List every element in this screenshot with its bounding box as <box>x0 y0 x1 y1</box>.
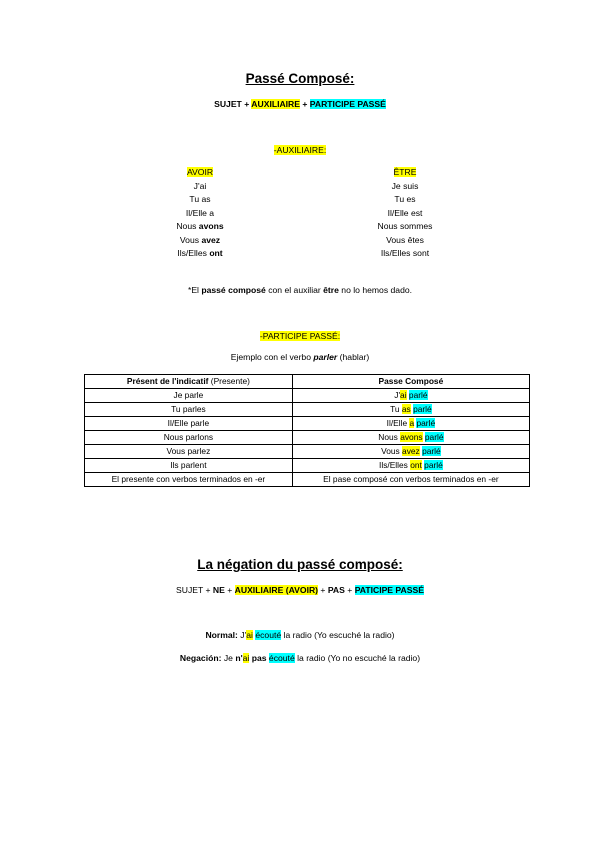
avoir-form-il: Il/Elle a <box>185 207 215 218</box>
header-present-normal: (Presente) <box>208 376 250 386</box>
passe-pronoun: Ils/Elles <box>379 460 411 470</box>
page-title: Passé Composé: <box>245 71 355 86</box>
table-footer-row <box>85 473 530 487</box>
passe-auxiliaire: ont <box>410 460 422 470</box>
auxiliaire-heading: -AUXILIAIRE: <box>273 145 327 155</box>
avoir-column <box>120 166 280 261</box>
example-verb: parler <box>313 352 338 362</box>
passe-cell <box>292 445 529 459</box>
passe-auxiliaire: avez <box>402 446 420 456</box>
neg-formula-pas: PAS <box>327 585 345 595</box>
participe-heading-wrap <box>0 331 600 341</box>
negacion-example <box>0 653 600 663</box>
footer-passe: El pase composé con verbos terminados en -er <box>292 473 529 487</box>
neg-formula-plus: + <box>318 585 328 595</box>
passe-pronoun: Tu <box>390 404 402 414</box>
avoir-vous-verb: avez <box>201 234 221 245</box>
auxiliaire-heading-wrap <box>0 145 600 155</box>
etre-heading: ÊTRE <box>393 167 417 177</box>
negacion-label: Negación: <box>179 653 222 663</box>
example-prefix: Ejemplo con el verbo <box>230 352 314 362</box>
neg-formula-plus: + <box>344 585 355 595</box>
avoir-form-vous <box>120 234 280 248</box>
negacion-je: Je <box>221 653 236 663</box>
avoir-nous-verb: avons <box>198 221 224 231</box>
passe-participe: parlé <box>424 432 444 442</box>
passe-participe: parlé <box>422 446 441 456</box>
present-cell: Vous parlez <box>85 445 293 459</box>
table-row <box>85 417 530 431</box>
table-row <box>85 459 530 473</box>
passe-pronoun: J' <box>394 390 401 400</box>
avoir-heading: AVOIR <box>186 167 214 177</box>
etre-form-ils: Ils/Elles sont <box>380 248 430 258</box>
present-cell: Nous parlons <box>85 431 293 445</box>
present-cell: Ils parlent <box>85 459 293 473</box>
passe-pronoun: Il/Elle <box>386 418 410 428</box>
present-cell: Il/Elle parle <box>85 417 293 431</box>
negation-title: La négation du passé composé: <box>197 557 403 572</box>
conjugation-table <box>84 374 530 487</box>
etre-form-tu: Tu es <box>394 194 416 204</box>
etre-form-je: Je suis <box>391 180 419 191</box>
etre-form-il: Il/Elle est <box>387 207 423 218</box>
passe-pronoun: Vous <box>381 446 403 456</box>
table-header-passe: Passe Composé <box>292 375 529 389</box>
negation-formula <box>0 585 600 595</box>
etre-form-nous: Nous sommes <box>377 221 433 231</box>
passe-cell <box>292 389 529 403</box>
negacion-ne: n' <box>235 653 243 663</box>
avoir-ils-verb: ont <box>209 248 223 258</box>
neg-formula-participe: PATICIPE PASSÉ <box>354 585 424 595</box>
present-cell: Je parle <box>85 389 293 403</box>
normal-pronoun: J' <box>237 630 247 640</box>
header-present-bold: Présent de l'indicatif <box>126 376 209 386</box>
passe-auxiliaire: as <box>401 404 411 414</box>
table-row <box>85 445 530 459</box>
normal-participe: écouté <box>255 630 282 640</box>
normal-example <box>0 630 600 640</box>
table-row <box>85 431 530 445</box>
neg-formula-ne: NE <box>212 585 225 595</box>
normal-rest: la radio (Yo escuché la radio) <box>281 630 395 640</box>
passe-cell <box>292 431 529 445</box>
passe-cell <box>292 417 529 431</box>
normal-auxiliaire: ai <box>246 630 253 640</box>
note-middle: con el auxiliar <box>265 285 324 295</box>
note-term: passé composé <box>201 285 266 295</box>
participe-heading: -PARTICIPE PASSÉ: <box>259 331 341 341</box>
negacion-rest: la radio (Yo no escuché la radio) <box>294 653 421 663</box>
negacion-auxiliaire: ai <box>242 653 250 663</box>
passe-cell <box>292 459 529 473</box>
negacion-pas: pas <box>249 653 269 663</box>
example-line <box>0 352 600 362</box>
table-header-row <box>85 375 530 389</box>
formula-line <box>0 99 600 109</box>
present-cell: Tu parles <box>85 403 293 417</box>
passe-auxiliaire: avons <box>400 432 423 442</box>
note-etre: être <box>323 285 339 295</box>
avoir-vous-pronoun: Vous <box>179 234 202 245</box>
table-row <box>85 389 530 403</box>
passe-participe: parlé <box>416 418 436 428</box>
note-suffix: no lo hemos dado. <box>338 285 413 295</box>
passe-auxiliaire: a <box>409 418 415 428</box>
avoir-form-je: J'ai <box>193 180 207 191</box>
table-row <box>85 403 530 417</box>
note-prefix: *El <box>187 285 202 295</box>
avoir-ils-pronoun: Ils/Elles <box>177 248 210 258</box>
passe-cell <box>292 403 529 417</box>
footer-present: El presente con verbos terminados en -er <box>85 473 293 487</box>
avoir-form-nous <box>120 220 280 234</box>
formula-sujet: SUJET + <box>214 99 252 109</box>
passe-participe: parlé <box>424 460 443 470</box>
passe-participe: parlé <box>408 390 428 400</box>
etre-column <box>325 166 485 261</box>
avoir-form-ils <box>120 247 280 261</box>
negacion-participe: écouté <box>268 653 295 663</box>
neg-formula-plus: + <box>224 585 235 595</box>
table-header-present <box>85 375 293 389</box>
passe-participe: parlé <box>413 404 432 414</box>
normal-label: Normal: <box>205 630 238 640</box>
formula-participe: PARTICIPE PASSÉ <box>309 99 386 109</box>
formula-auxiliaire: AUXILIAIRE <box>251 99 300 109</box>
example-suffix: (hablar) <box>337 352 370 362</box>
avoir-form-tu: Tu as <box>189 194 211 204</box>
avoir-nous-pronoun: Nous <box>176 221 199 231</box>
passe-auxiliaire: ai <box>400 390 407 400</box>
etre-form-vous: Vous êtes <box>386 234 424 245</box>
neg-formula-sujet: SUJET + <box>176 585 213 595</box>
formula-plus: + <box>300 99 310 109</box>
etre-note <box>0 285 600 295</box>
passe-pronoun: Nous <box>378 432 401 442</box>
neg-formula-auxiliaire: AUXILIAIRE (AVOIR) <box>234 585 319 595</box>
